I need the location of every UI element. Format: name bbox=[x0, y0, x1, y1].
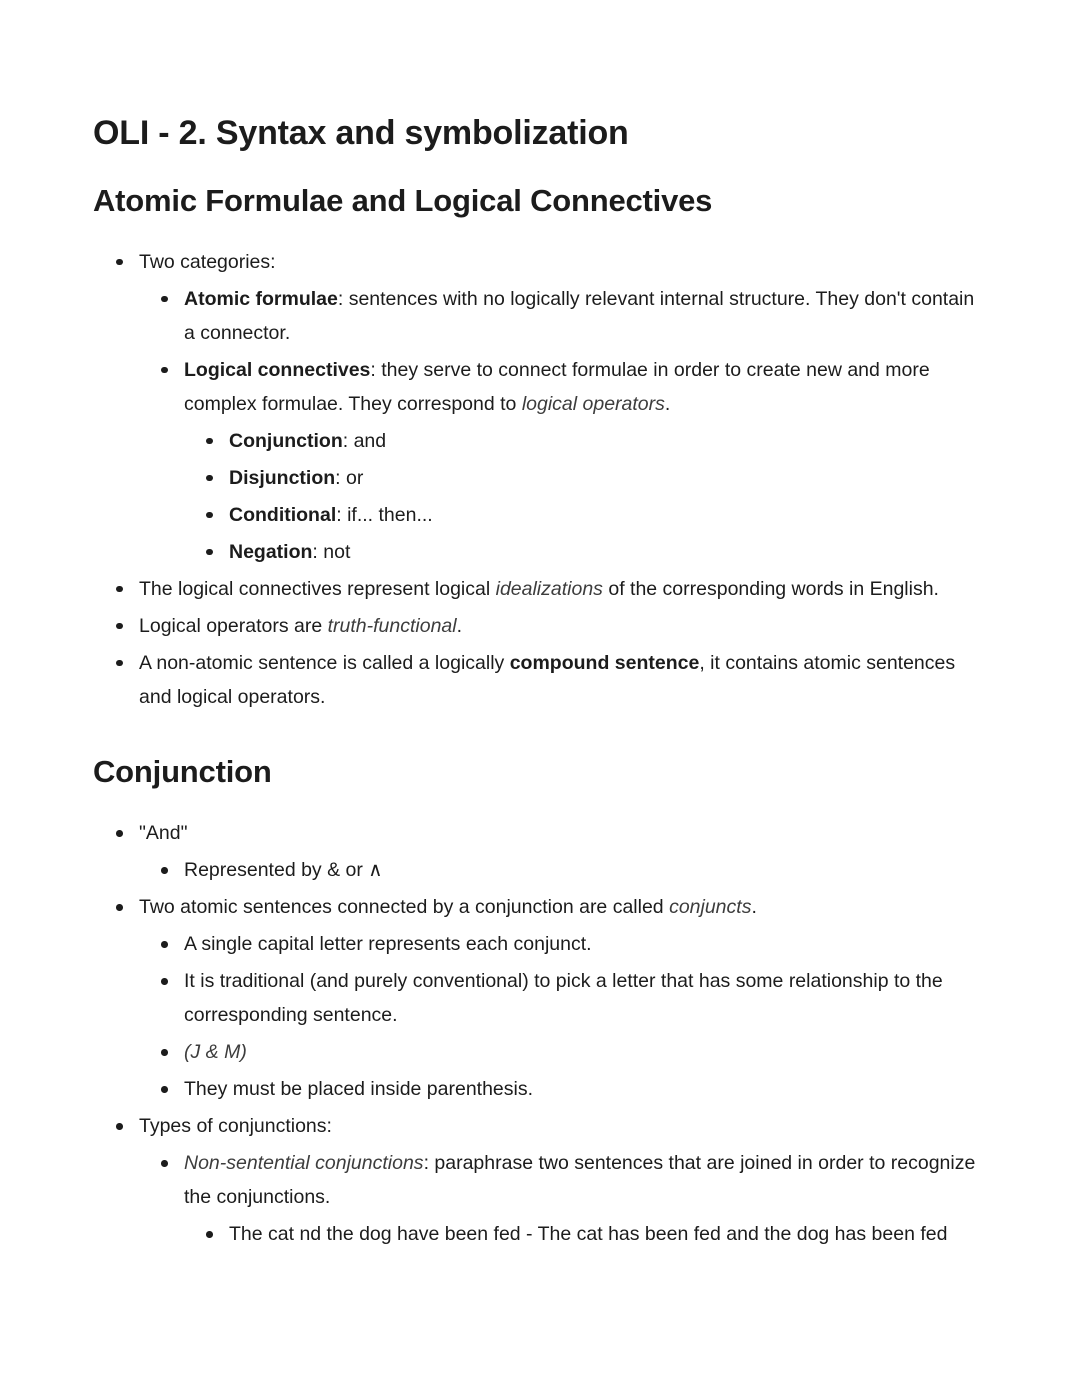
text-segment: Represented by & or ∧ bbox=[184, 859, 383, 882]
text-segment: Two atomic sentences connected by a conjunction are called bbox=[139, 896, 670, 919]
text-segment: A single capital letter represents each conjunct. bbox=[184, 933, 592, 956]
list-item-text bbox=[139, 1109, 985, 1143]
text-segment: : sentences with no logically relevant internal structure. They don't contain a connector. bbox=[184, 287, 975, 344]
text-segment: Non-sentential conjunctions bbox=[184, 1152, 424, 1175]
text-segment: : or bbox=[335, 466, 364, 489]
list-item-text bbox=[184, 282, 985, 350]
list-item-text bbox=[184, 1146, 985, 1214]
list-item bbox=[93, 282, 985, 350]
bullet-icon bbox=[160, 927, 184, 961]
list-item bbox=[93, 1109, 985, 1143]
section-heading: Conjunction bbox=[93, 753, 272, 789]
bullet-icon bbox=[205, 424, 229, 458]
list-item-text bbox=[229, 1217, 985, 1251]
text-segment: Logical connectives bbox=[184, 358, 371, 381]
list-item bbox=[93, 353, 985, 421]
list-item-text bbox=[184, 927, 985, 961]
list-item bbox=[93, 498, 985, 532]
text-segment: : not bbox=[312, 540, 351, 563]
list-item bbox=[93, 964, 985, 1032]
bullet-icon bbox=[160, 964, 184, 998]
list-item-text bbox=[184, 353, 985, 421]
bullet-icon bbox=[160, 1146, 184, 1180]
list-item bbox=[93, 461, 985, 495]
text-segment: : if... then... bbox=[336, 503, 433, 526]
text-segment: Two categories: bbox=[139, 250, 276, 273]
text-segment: : they serve to connect formulae in order to create new and more complex formulae. They correspond to bbox=[184, 358, 930, 415]
bullet-icon bbox=[160, 282, 184, 316]
bullet-icon bbox=[115, 609, 139, 643]
text-segment: . bbox=[751, 896, 757, 919]
list-item-text bbox=[229, 498, 985, 532]
bullet-icon bbox=[205, 498, 229, 532]
list-item-text bbox=[184, 964, 985, 1032]
list-item bbox=[93, 1146, 985, 1214]
list-item bbox=[93, 572, 985, 606]
text-segment: conjuncts bbox=[669, 896, 752, 919]
text-segment: idealizations bbox=[495, 577, 603, 600]
list-item-text bbox=[139, 646, 985, 714]
list-item bbox=[93, 1072, 985, 1106]
bullet-icon bbox=[205, 1217, 229, 1251]
text-segment: Conjunction bbox=[229, 429, 343, 452]
list-item-text bbox=[184, 1072, 985, 1106]
text-segment: Negation bbox=[229, 540, 313, 563]
list-item-text bbox=[184, 1035, 985, 1069]
bullet-icon bbox=[205, 461, 229, 495]
section-heading: Atomic Formulae and Logical Connectives bbox=[93, 182, 713, 218]
list-item-text bbox=[229, 535, 985, 569]
bullet-icon bbox=[115, 890, 139, 924]
list-item bbox=[93, 816, 985, 850]
list-item-text bbox=[229, 424, 985, 458]
list-item bbox=[93, 424, 985, 458]
bullet-icon bbox=[115, 646, 139, 680]
text-segment: "And" bbox=[139, 822, 188, 845]
list-item-text bbox=[139, 890, 985, 924]
text-segment: Disjunction bbox=[229, 466, 336, 489]
list-item bbox=[93, 890, 985, 924]
text-segment: (J & M) bbox=[184, 1041, 247, 1064]
text-segment: . bbox=[664, 392, 671, 415]
list-item-text bbox=[139, 816, 985, 850]
text-segment: of the corresponding words in English. bbox=[602, 577, 939, 600]
bullet-icon bbox=[205, 535, 229, 569]
list-item bbox=[93, 609, 985, 643]
text-segment: Types of conjunctions: bbox=[139, 1115, 332, 1138]
text-segment: , it contains atomic sentences and logical operators. bbox=[139, 651, 956, 708]
list-item bbox=[93, 646, 985, 714]
list-item bbox=[93, 853, 985, 887]
list-item bbox=[93, 1035, 985, 1069]
bullet-icon bbox=[115, 245, 139, 279]
document-content bbox=[93, 112, 985, 1251]
text-segment: truth-functional bbox=[327, 614, 457, 637]
list-item bbox=[93, 1217, 985, 1251]
bullet-icon bbox=[115, 1109, 139, 1143]
bullet-icon bbox=[160, 853, 184, 887]
text-segment: The logical connectives represent logical bbox=[139, 577, 496, 600]
text-segment: They must be placed inside parenthesis. bbox=[184, 1078, 534, 1101]
text-segment: A non-atomic sentence is called a logically bbox=[139, 651, 510, 674]
text-segment: : paraphrase two sentences that are joined in order to recognize the conjunctions. bbox=[184, 1152, 976, 1209]
list-item-text bbox=[184, 853, 985, 887]
text-segment: Logical operators are bbox=[139, 614, 328, 637]
list-item-text bbox=[229, 461, 985, 495]
list-item bbox=[93, 927, 985, 961]
bullet-icon bbox=[115, 816, 139, 850]
bullet-icon bbox=[160, 1035, 184, 1069]
list-item-text bbox=[139, 609, 985, 643]
bullet-icon bbox=[115, 572, 139, 606]
list-item-text bbox=[139, 245, 985, 279]
bullet-icon bbox=[160, 1072, 184, 1106]
text-segment: It is traditional (and purely conventional) to pick a letter that has some relationship to the corresponding sentence. bbox=[184, 970, 943, 1027]
bullet-icon bbox=[160, 353, 184, 387]
list-item-text bbox=[139, 572, 985, 606]
text-segment: compound sentence bbox=[509, 651, 700, 674]
text-segment: Atomic formulae bbox=[184, 287, 338, 310]
list-item bbox=[93, 245, 985, 279]
text-segment: logical operators bbox=[521, 392, 665, 415]
text-segment: The cat nd the dog have been fed - The cat has been fed and the dog has been fed bbox=[229, 1223, 948, 1246]
page-title: OLI - 2. Syntax and symbolization bbox=[93, 114, 629, 152]
text-segment: : and bbox=[342, 429, 387, 452]
text-segment: . bbox=[456, 614, 463, 637]
list-item bbox=[93, 535, 985, 569]
text-segment: Conditional bbox=[229, 503, 337, 526]
